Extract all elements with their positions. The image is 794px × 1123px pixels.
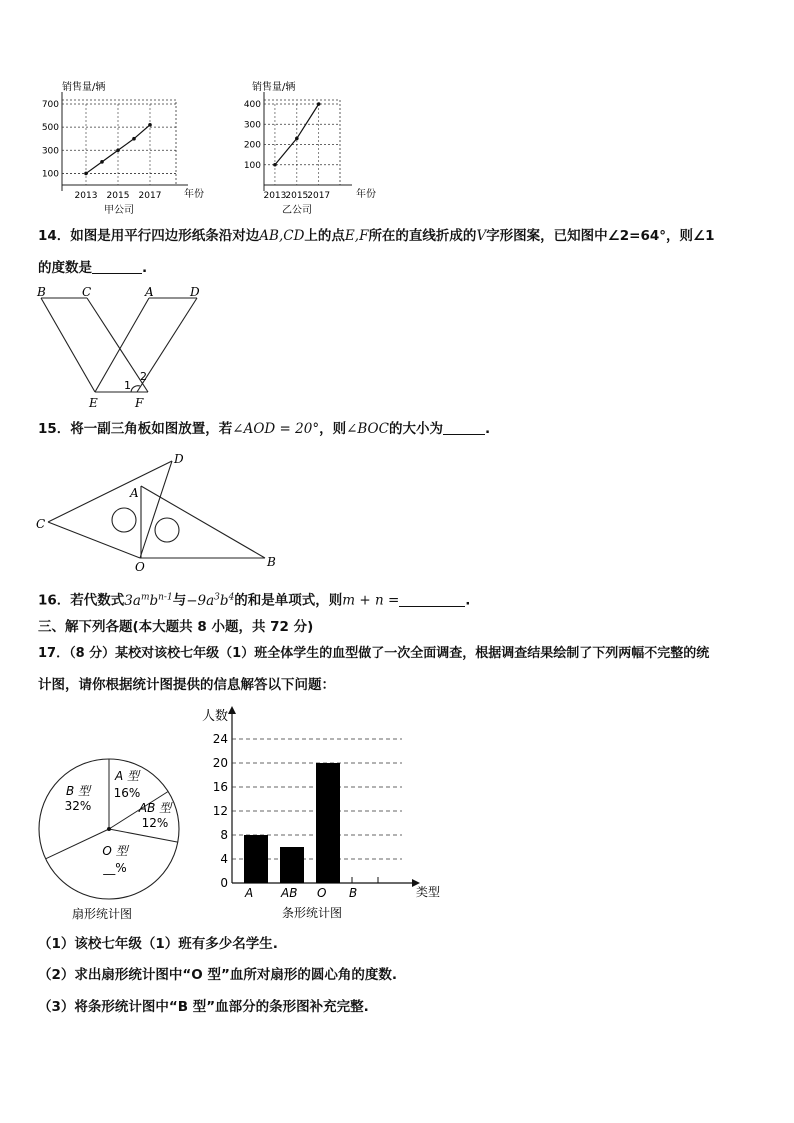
y-tick-label: 8 (220, 828, 228, 842)
y-tick-label: 100 (243, 160, 261, 171)
chart1-caption: 甲公司 (104, 205, 134, 216)
y-tick-label: 700 (41, 100, 59, 110)
bar-xlabel: 类型 (416, 885, 441, 899)
q16-expr3: m + n = (342, 592, 400, 609)
data-point (295, 137, 299, 141)
q15-figure (30, 448, 290, 573)
q15-label-o: O (135, 560, 145, 573)
chart2-xlabel: 年份 (356, 189, 376, 200)
chart1-ylabel: 销售量/辆 (62, 82, 106, 93)
q14-label-b: B (37, 285, 46, 299)
chart2-caption: 乙公司 (282, 205, 312, 216)
q14-label-e: E (89, 396, 98, 410)
data-point (84, 172, 88, 176)
y-tick-label: 20 (212, 756, 228, 770)
q15-text-c: 的大小为 (388, 421, 443, 437)
y-tick-label: 12 (212, 804, 228, 818)
q15-line (38, 420, 490, 438)
q16-end: . (465, 592, 471, 609)
pie-chart (30, 740, 190, 925)
q14-text-e: 所在的直线折成的 (368, 228, 477, 244)
q14-answer-blank[interactable] (92, 259, 142, 274)
pie-slice-label: B 型 (65, 784, 91, 798)
q14-label-a: A (145, 285, 154, 299)
q16-expr2-bexp: 4 (228, 592, 235, 602)
q16-text-b: 与 (172, 592, 187, 609)
y-tick-label: 200 (243, 140, 261, 151)
y-tick-label: 500 (41, 123, 59, 134)
chart-frame (264, 100, 340, 185)
pie-slice-value: 16% (113, 786, 141, 800)
pie-caption: 扇形统计图 (72, 907, 133, 921)
q16-text-a: 16．若代数式 (38, 592, 125, 609)
top-line-charts (0, 70, 794, 220)
q17-sub1: （1）该校七年级（1）班有多少名学生. (38, 936, 278, 952)
pie-slice-value: 12% (141, 816, 169, 830)
x-tick-label: AB (281, 886, 298, 900)
q17-line1: 17．（8 分）某校对该校七年级（1）班全体学生的血型做了一次全面调查，根据调查结果绘制了下列两幅不完整的统 (38, 646, 710, 661)
q14-angle-2: 2 (140, 370, 147, 383)
q15-label-d: D (174, 452, 184, 466)
x-tick-label: O (317, 886, 327, 900)
q14-label-d: D (190, 285, 200, 299)
q16-expr2-b: b (219, 592, 229, 609)
x-tick-label: 2013 (74, 191, 98, 201)
pie-slice-edge (109, 829, 178, 842)
q16-expr1-base: 3a (124, 592, 141, 609)
bar-A (244, 835, 268, 883)
q16-expr1-b: b (149, 592, 159, 609)
q16-answer-blank[interactable] (399, 592, 465, 607)
q14-line2-end: . (142, 260, 148, 276)
pie-slice-value: __% (103, 861, 127, 875)
data-point (132, 137, 136, 141)
pie-slice-label: O 型 (102, 844, 128, 858)
q15-math2: ∠BOC (346, 421, 389, 437)
section3-heading: 三、解下列各题(本大题共 8 小题，共 72 分) (38, 619, 314, 635)
data-point (116, 148, 120, 152)
chart-frame (62, 100, 176, 185)
q14-math-abcd: AB,CD (259, 228, 305, 244)
q14-label-c: C (82, 285, 92, 299)
q14-math-ef: E,F (344, 228, 369, 244)
q15-label-c: C (36, 517, 46, 531)
pie-slice-edge (46, 829, 109, 859)
data-point (273, 163, 277, 167)
q14-math-v: V (476, 228, 487, 244)
q16-expr1-exp: m (140, 592, 150, 602)
q17-line2: 计图，请你根据统计图提供的信息解答以下问题： (38, 677, 335, 693)
q14-text-a: 14．如图是用平行四边形纸条沿对边 (38, 228, 260, 244)
q14-angle-1: 1 (124, 379, 131, 392)
bar-O (316, 763, 340, 883)
x-tick-label: 2017 (307, 191, 331, 201)
q17-sub2: （2）求出扇形统计图中“O 型”血所对扇形的圆心角的度数. (38, 967, 397, 983)
q15-math1: ∠AOD = 20° (232, 421, 320, 437)
data-point (100, 160, 104, 164)
y-tick-label: 300 (243, 120, 261, 131)
y-tick-label: 16 (212, 780, 228, 794)
pie-slice-label: A 型 (114, 769, 140, 783)
q14-text-g: 字形图案，已知图中∠2=64°，则∠1 (486, 228, 715, 244)
q16-expr2 (186, 593, 234, 609)
x-tick-label: 2013 (263, 191, 287, 201)
chart1-xlabel: 年份 (184, 189, 204, 200)
y-tick-label: 300 (41, 146, 59, 157)
q15-answer-blank[interactable] (443, 420, 485, 435)
q15-label-b: B (267, 555, 276, 569)
q14-line1 (38, 227, 715, 245)
x-tick-label: A (245, 886, 254, 900)
x-tick-label: 2015 (285, 191, 309, 201)
q15-end: . (484, 421, 491, 437)
y-tick-label: 4 (220, 852, 228, 866)
pie-slice-label: AB 型 (138, 801, 172, 815)
q16-expr2-base: −9a (186, 592, 215, 609)
y-tick-label: 400 (243, 100, 261, 110)
x-tick-label: 2017 (138, 191, 162, 201)
q15-label-a: A (130, 486, 139, 500)
data-point (148, 123, 152, 127)
q14-line2 (38, 259, 147, 277)
data-point (317, 102, 321, 106)
bar-AB (280, 847, 304, 883)
q14-figure (30, 282, 210, 412)
q15-text-a: 15．将一副三角板如图放置，若 (38, 421, 233, 437)
q14-label-f: F (135, 396, 144, 410)
pie-center (107, 827, 111, 831)
pie-slice-value: 32% (64, 799, 92, 813)
y-tick-label: 100 (41, 169, 59, 180)
x-tick-label: B (349, 886, 358, 900)
bar-ylabel: 人数 (202, 709, 229, 724)
bar-chart (195, 700, 455, 925)
x-tick-label: 2015 (106, 191, 130, 201)
q14-text-c: 上的点 (304, 228, 345, 244)
y-tick-label: 24 (212, 732, 228, 746)
q14-line2-text: 的度数是 (38, 260, 92, 276)
q16-line (38, 588, 470, 610)
y-tick-label: 0 (220, 876, 228, 890)
q17-sub3: （3）将条形统计图中“B 型”血部分的条形图补充完整. (38, 999, 369, 1015)
y-axis-arrow (228, 706, 236, 714)
chart2-ylabel: 销售量/辆 (252, 82, 296, 93)
q16-expr1 (124, 593, 172, 609)
q16-expr2-exp: 3 (214, 592, 220, 602)
bar-caption: 条形统计图 (282, 906, 343, 920)
q15-text-b: ，则 (319, 421, 347, 437)
q16-expr1-bexp: n-1 (158, 592, 173, 602)
q16-text-c: 的和是单项式，则 (234, 592, 343, 609)
